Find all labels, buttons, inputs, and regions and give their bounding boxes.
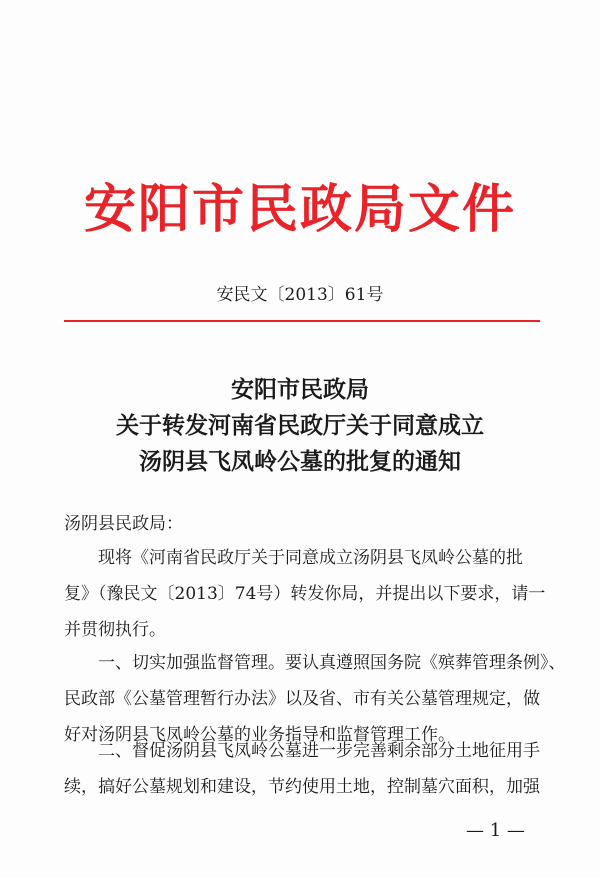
salutation: 汤阴县民政局： [64,514,183,534]
page-number: — 1 — [466,820,525,841]
document-header-title: 安阳市民政局文件 [83,179,516,240]
title-line-1: 安阳市民政局 [231,376,369,403]
paragraph-intro [64,545,544,653]
document-title [0,372,600,480]
title-line-2: 关于转发河南省民政厅关于同意成立 [116,412,484,439]
paragraph-line: 一、切实加强监督管理。要认真遵照国务院《殡葬管理条例》、 [64,653,566,673]
document-number: 安民文〔2013〕61号 [216,285,384,305]
paragraph-item-2 [64,738,544,810]
paragraph-line: 续，搞好公墓规划和建设，节约使用土地，控制墓穴面积，加强 [64,777,540,797]
title-line-3: 汤阴县飞凤岭公墓的批复的通知 [139,448,461,475]
paragraph-line: 复》（豫民文〔2013〕74号）转发你局，并提出以下要求，请一 [64,584,546,604]
paragraph-line: 现将《河南省民政厅关于同意成立汤阴县飞凤岭公墓的批 [64,548,523,568]
paragraph-line: 民政部《公墓管理暂行办法》以及省、市有关公墓管理规定，做 [64,689,540,709]
paragraph-line: 二、督促汤阴县飞凤岭公墓进一步完善剩余部分土地征用手 [64,741,540,761]
paragraph-line: 并贯彻执行。 [64,620,166,640]
red-divider-line [64,320,540,322]
paragraph-line: 好对汤阴县飞凤岭公墓的业务指导和监督管理工作。 [64,725,455,745]
